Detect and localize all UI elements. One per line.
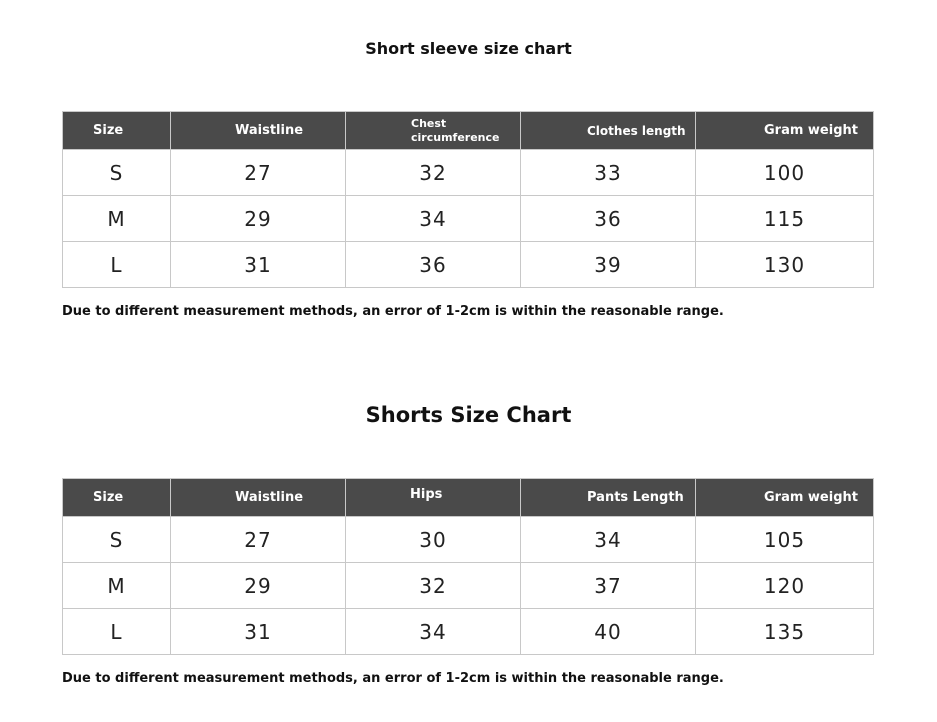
measurement-note: Due to different measurement methods, an error of 1-2cm is within the reasonable range.	[62, 671, 724, 686]
table-header-row	[63, 479, 874, 517]
cell-size: L	[63, 609, 171, 655]
header-gram-weight: Gram weight	[696, 112, 874, 150]
table-row	[63, 242, 874, 288]
cell-waistline: 29	[171, 196, 346, 242]
cell-chest: 34	[346, 196, 521, 242]
table-row	[63, 150, 874, 196]
cell-pants-length: 40	[521, 609, 696, 655]
table-row	[63, 517, 874, 563]
table-row	[63, 196, 874, 242]
cell-waistline: 31	[171, 242, 346, 288]
header-hips: Hips	[346, 479, 521, 517]
header-gram-weight: Gram weight	[696, 479, 874, 517]
cell-chest: 36	[346, 242, 521, 288]
header-chest-circumference: Chest circumference	[346, 112, 521, 150]
cell-gram-weight: 105	[696, 517, 874, 563]
cell-size: S	[63, 517, 171, 563]
cell-waistline: 31	[171, 609, 346, 655]
table-row	[63, 563, 874, 609]
shorts-chart-title: Shorts Size Chart	[365, 403, 572, 427]
table-row	[63, 609, 874, 655]
measurement-note: Due to different measurement methods, an error of 1-2cm is within the reasonable range.	[62, 304, 724, 319]
cell-gram-weight: 115	[696, 196, 874, 242]
cell-clothes-length: 39	[521, 242, 696, 288]
cell-chest: 32	[346, 150, 521, 196]
short-sleeve-size-table	[62, 111, 874, 288]
cell-size: M	[63, 196, 171, 242]
cell-size: S	[63, 150, 171, 196]
cell-gram-weight: 120	[696, 563, 874, 609]
cell-hips: 30	[346, 517, 521, 563]
header-size: Size	[63, 112, 171, 150]
header-size: Size	[63, 479, 171, 517]
cell-hips: 34	[346, 609, 521, 655]
cell-clothes-length: 33	[521, 150, 696, 196]
cell-pants-length: 37	[521, 563, 696, 609]
cell-gram-weight: 100	[696, 150, 874, 196]
cell-size: L	[63, 242, 171, 288]
header-waistline: Waistline	[171, 479, 346, 517]
cell-waistline: 27	[171, 150, 346, 196]
cell-pants-length: 34	[521, 517, 696, 563]
cell-gram-weight: 135	[696, 609, 874, 655]
cell-clothes-length: 36	[521, 196, 696, 242]
cell-waistline: 29	[171, 563, 346, 609]
short-sleeve-chart-title: Short sleeve size chart	[365, 39, 572, 58]
cell-gram-weight: 130	[696, 242, 874, 288]
cell-waistline: 27	[171, 517, 346, 563]
cell-size: M	[63, 563, 171, 609]
shorts-size-table	[62, 478, 874, 655]
header-pants-length: Pants Length	[521, 479, 696, 517]
cell-hips: 32	[346, 563, 521, 609]
header-waistline: Waistline	[171, 112, 346, 150]
header-clothes-length: Clothes length	[521, 112, 696, 150]
table-header-row	[63, 112, 874, 150]
